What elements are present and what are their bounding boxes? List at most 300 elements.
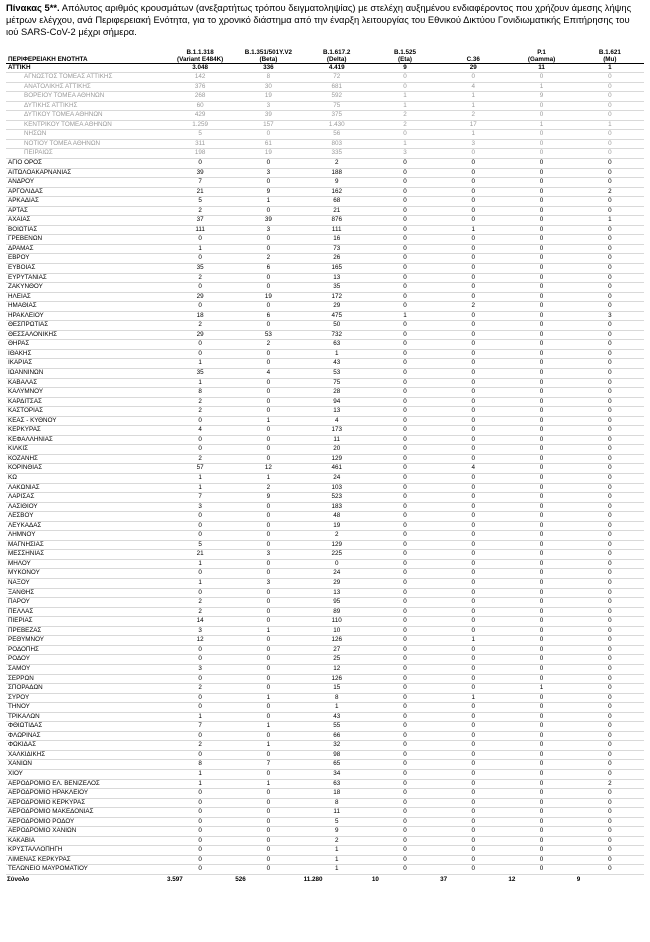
case-count: 0	[371, 817, 439, 827]
case-count: 2	[576, 779, 644, 789]
region-name: ΚΕΑΣ - ΚΥΘΝΟΥ	[6, 416, 166, 426]
case-count: 19	[234, 292, 302, 302]
region-name: ΛΑΚΩΝΙΑΣ	[6, 483, 166, 493]
table-row	[6, 493, 644, 503]
case-count: 0	[507, 655, 575, 665]
table-row	[6, 626, 644, 636]
case-count: 0	[439, 254, 507, 264]
table-row	[6, 349, 644, 359]
case-count: 0	[166, 349, 234, 359]
case-count: 0	[507, 636, 575, 646]
case-count: 1	[234, 416, 302, 426]
case-count: 1	[439, 693, 507, 703]
region-name: ΓΡΕΒΕΝΩΝ	[6, 235, 166, 245]
case-count: 0	[371, 760, 439, 770]
case-count: 0	[576, 598, 644, 608]
case-count: 0	[166, 302, 234, 312]
case-count: 0	[439, 779, 507, 789]
case-count: 0	[439, 244, 507, 254]
case-count: 0	[507, 130, 575, 140]
case-count: 0	[576, 349, 644, 359]
case-count: 1	[371, 92, 439, 102]
case-count: 0	[371, 435, 439, 445]
table-row	[6, 321, 644, 331]
case-count: 0	[576, 416, 644, 426]
case-count: 0	[507, 550, 575, 560]
case-count: 0	[576, 407, 644, 417]
case-count: 0	[371, 827, 439, 837]
case-count: 732	[303, 330, 371, 340]
case-count: 0	[507, 789, 575, 799]
case-count: 5	[166, 130, 234, 140]
case-count: 2	[439, 111, 507, 121]
case-count: 0	[439, 588, 507, 598]
region-name: ΣΑΜΟΥ	[6, 664, 166, 674]
case-count: 0	[439, 731, 507, 741]
case-count: 0	[371, 130, 439, 140]
case-count: 2	[166, 206, 234, 216]
case-count: 56	[303, 130, 371, 140]
case-count: 0	[371, 454, 439, 464]
case-count: 0	[439, 684, 507, 694]
region-name: ΘΕΣΣΑΛΟΝΙΚΗΣ	[6, 330, 166, 340]
case-count: 1	[439, 225, 507, 235]
case-count: 0	[576, 855, 644, 865]
case-count: 0	[507, 407, 575, 417]
case-count: 0	[234, 283, 302, 293]
case-count: 1	[371, 139, 439, 149]
case-count: 0	[576, 493, 644, 503]
case-count: 0	[576, 712, 644, 722]
case-count: 0	[507, 321, 575, 331]
case-count: 0	[371, 388, 439, 398]
region-name: ΛΑΣΙΘΙΟΥ	[6, 502, 166, 512]
case-count: 0	[166, 865, 234, 875]
table-row	[6, 598, 644, 608]
table-row	[6, 474, 644, 484]
case-count: 0	[234, 178, 302, 188]
case-count: 8	[303, 693, 371, 703]
col-header-delta: B.1.617.2 (Delta)	[303, 44, 371, 63]
case-count: 0	[507, 703, 575, 713]
case-count: 0	[576, 139, 644, 149]
total-count: 9	[576, 874, 644, 884]
case-count: 0	[234, 798, 302, 808]
case-count: 0	[507, 225, 575, 235]
case-count: 0	[166, 846, 234, 856]
case-count: 0	[439, 760, 507, 770]
case-count: 13	[303, 273, 371, 283]
case-count: 4	[234, 369, 302, 379]
case-count: 18	[303, 789, 371, 799]
case-count: 0	[371, 330, 439, 340]
case-count: 48	[303, 512, 371, 522]
case-count: 0	[576, 588, 644, 598]
case-count: 0	[439, 168, 507, 178]
region-name: ΡΕΘΥΜΝΟΥ	[6, 636, 166, 646]
case-count: 0	[371, 397, 439, 407]
case-count: 0	[439, 502, 507, 512]
region-name: ΑΡΓΟΛΙΔΑΣ	[6, 187, 166, 197]
case-count: 0	[439, 540, 507, 550]
case-count: 0	[507, 454, 575, 464]
case-count: 0	[371, 426, 439, 436]
case-count: 0	[371, 369, 439, 379]
table-body	[6, 63, 644, 874]
case-count: 0	[507, 817, 575, 827]
case-count: 0	[507, 626, 575, 636]
case-count: 0	[576, 397, 644, 407]
case-count: 0	[507, 664, 575, 674]
table-row	[6, 244, 644, 254]
region-name: ΑΡΚΑΔΙΑΣ	[6, 197, 166, 207]
case-count: 0	[576, 789, 644, 799]
case-count: 0	[507, 674, 575, 684]
case-count: 0	[371, 664, 439, 674]
region-name: ΠΙΕΡΙΑΣ	[6, 617, 166, 627]
case-count: 0	[234, 731, 302, 741]
case-count: 0	[234, 827, 302, 837]
case-count: 63	[303, 779, 371, 789]
case-count: 66	[303, 731, 371, 741]
case-count: 0	[234, 836, 302, 846]
total-count: 11.280	[303, 874, 371, 884]
case-count: 0	[507, 168, 575, 178]
region-name: ΜΥΚΟΝΟΥ	[6, 569, 166, 579]
case-count: 0	[439, 493, 507, 503]
region-name: ΚΑΒΑΛΑΣ	[6, 378, 166, 388]
case-count: 11	[303, 808, 371, 818]
case-count: 12	[234, 464, 302, 474]
table-row	[6, 483, 644, 493]
table-subrow	[6, 139, 644, 149]
case-count: 0	[576, 73, 644, 83]
case-count: 803	[303, 139, 371, 149]
case-count: 0	[507, 722, 575, 732]
case-count: 8	[166, 388, 234, 398]
case-count: 2	[371, 111, 439, 121]
case-count: 10	[303, 626, 371, 636]
case-count: 0	[371, 693, 439, 703]
table-row	[6, 712, 644, 722]
region-name: ΧΙΟΥ	[6, 769, 166, 779]
case-count: 1	[303, 855, 371, 865]
case-count: 1	[166, 483, 234, 493]
case-count: 0	[507, 559, 575, 569]
region-name: ΑΕΡΟΔΡΟΜΙΟ ΚΕΡΚΥΡΑΣ	[6, 798, 166, 808]
case-count: 0	[507, 273, 575, 283]
case-count: 0	[371, 626, 439, 636]
table-row	[6, 579, 644, 589]
case-count: 0	[576, 435, 644, 445]
region-name: ΚΡΥΣΤΑΛΛΟΠΗΓΗ	[6, 846, 166, 856]
total-label: Σύνολο	[6, 874, 166, 884]
case-count: 1	[507, 684, 575, 694]
case-count: 5	[166, 540, 234, 550]
case-count: 0	[234, 445, 302, 455]
case-count: 0	[371, 321, 439, 331]
case-count: 0	[576, 101, 644, 111]
case-count: 0	[507, 769, 575, 779]
case-count: 0	[371, 178, 439, 188]
case-count: 0	[507, 607, 575, 617]
case-count: 0	[371, 197, 439, 207]
case-count: 0	[507, 292, 575, 302]
region-name: ΛΑΡΙΣΑΣ	[6, 493, 166, 503]
region-name: ΕΥΒΟΙΑΣ	[6, 263, 166, 273]
case-count: 0	[507, 178, 575, 188]
case-count: 0	[234, 712, 302, 722]
region-name: ΑΡΤΑΣ	[6, 206, 166, 216]
case-count: 0	[576, 674, 644, 684]
table-row	[6, 750, 644, 760]
table-row	[6, 731, 644, 741]
case-count: 0	[371, 292, 439, 302]
case-count: 0	[371, 359, 439, 369]
case-count: 0	[507, 349, 575, 359]
case-count: 0	[439, 865, 507, 875]
table-row	[6, 789, 644, 799]
case-count: 0	[166, 808, 234, 818]
case-count: 0	[439, 416, 507, 426]
case-count: 0	[166, 817, 234, 827]
case-count: 2	[166, 741, 234, 751]
case-count: 0	[234, 636, 302, 646]
case-count: 129	[303, 540, 371, 550]
case-count: 0	[371, 684, 439, 694]
total-count: 10	[371, 874, 439, 884]
case-count: 0	[371, 493, 439, 503]
table-header-row	[6, 44, 644, 63]
region-name: ΤΕΛΩΝΕΙΟ ΜΑΥΡΟΜΑΤΙΟΥ	[6, 865, 166, 875]
region-name: ΑΕΡΟΔΡΟΜΙΟ ΜΑΚΕΔΟΝΙΑΣ	[6, 808, 166, 818]
case-count: 0	[507, 521, 575, 531]
case-count: 1	[303, 865, 371, 875]
case-count: 0	[576, 521, 644, 531]
case-count: 172	[303, 292, 371, 302]
case-count: 0	[576, 283, 644, 293]
case-count: 26	[303, 254, 371, 264]
case-count: 0	[371, 798, 439, 808]
case-count: 2	[439, 302, 507, 312]
case-count: 0	[507, 139, 575, 149]
case-count: 0	[439, 798, 507, 808]
case-count: 0	[507, 311, 575, 321]
case-count: 0	[371, 550, 439, 560]
case-count: 0	[439, 674, 507, 684]
case-count: 1	[439, 130, 507, 140]
table-row	[6, 617, 644, 627]
table-row	[6, 664, 644, 674]
region-name: ΖΑΚΥΝΘΟΥ	[6, 283, 166, 293]
case-count: 0	[439, 340, 507, 350]
case-count: 0	[507, 73, 575, 83]
region-name: ΦΛΩΡΙΝΑΣ	[6, 731, 166, 741]
case-count: 0	[439, 827, 507, 837]
case-count: 0	[439, 703, 507, 713]
table-row	[6, 225, 644, 235]
case-count: 0	[371, 559, 439, 569]
table-row	[6, 502, 644, 512]
case-count: 75	[303, 378, 371, 388]
case-count: 0	[439, 769, 507, 779]
case-count: 0	[166, 731, 234, 741]
region-name: ΤΗΝΟΥ	[6, 703, 166, 713]
table-row	[6, 607, 644, 617]
region-name: ΗΡΑΚΛΕΙΟΥ	[6, 311, 166, 321]
case-count: 0	[234, 664, 302, 674]
case-count: 1	[166, 779, 234, 789]
region-name: ΝΑΞΟΥ	[6, 579, 166, 589]
case-count: 13	[303, 407, 371, 417]
case-count: 0	[371, 206, 439, 216]
case-count: 0	[576, 684, 644, 694]
case-count: 29	[303, 302, 371, 312]
case-count: 0	[576, 158, 644, 168]
table-row	[6, 206, 644, 216]
case-count: 335	[303, 149, 371, 159]
case-count: 0	[439, 722, 507, 732]
case-count: 63	[303, 340, 371, 350]
case-count: 0	[576, 378, 644, 388]
region-name: ΑΓΝΩΣΤΟΣ ΤΟΜΕΑΣ ΑΤΤΙΚΗΣ	[6, 73, 166, 83]
case-count: 1	[234, 693, 302, 703]
region-name: ΒΟΙΩΤΙΑΣ	[6, 225, 166, 235]
case-count: 0	[371, 712, 439, 722]
total-count: 12	[507, 874, 575, 884]
case-count: 0	[439, 349, 507, 359]
case-count: 1	[576, 216, 644, 226]
table-row	[6, 645, 644, 655]
region-name: ΕΥΡΥΤΑΝΙΑΣ	[6, 273, 166, 283]
case-count: 11	[303, 435, 371, 445]
case-count: 0	[371, 655, 439, 665]
case-count: 28	[303, 388, 371, 398]
region-name: ΝΗΣΩΝ	[6, 130, 166, 140]
case-count: 165	[303, 263, 371, 273]
case-count: 0	[166, 674, 234, 684]
case-count: 6	[234, 263, 302, 273]
case-count: 0	[576, 741, 644, 751]
case-count: 12	[303, 664, 371, 674]
case-count: 0	[576, 502, 644, 512]
case-count: 75	[303, 101, 371, 111]
table-subrow	[6, 111, 644, 121]
case-count: 0	[576, 359, 644, 369]
case-count: 0	[439, 712, 507, 722]
case-count: 0	[371, 445, 439, 455]
case-count: 0	[439, 855, 507, 865]
case-count: 0	[439, 598, 507, 608]
case-count: 1	[166, 378, 234, 388]
case-count: 0	[507, 569, 575, 579]
case-count: 0	[166, 693, 234, 703]
table-caption	[6, 2, 644, 38]
case-count: 0	[439, 550, 507, 560]
case-count: 0	[507, 416, 575, 426]
case-count: 0	[576, 559, 644, 569]
case-count: 3	[234, 225, 302, 235]
table-row	[6, 435, 644, 445]
case-count: 9	[234, 187, 302, 197]
region-name: ΣΕΡΡΩΝ	[6, 674, 166, 684]
case-count: 0	[507, 216, 575, 226]
case-count: 0	[507, 474, 575, 484]
region-name: ΦΩΚΙΔΑΣ	[6, 741, 166, 751]
case-count: 0	[166, 158, 234, 168]
case-count: 0	[166, 789, 234, 799]
case-count: 0	[371, 598, 439, 608]
case-count: 336	[234, 63, 302, 73]
table-row	[6, 216, 644, 226]
case-count: 0	[507, 340, 575, 350]
case-count: 4	[439, 464, 507, 474]
case-count: 0	[371, 464, 439, 474]
case-count: 4	[439, 82, 507, 92]
case-count: 0	[507, 206, 575, 216]
table-row	[6, 779, 644, 789]
case-count: 173	[303, 426, 371, 436]
case-count: 0	[371, 855, 439, 865]
case-count: 0	[439, 378, 507, 388]
case-count: 0	[507, 808, 575, 818]
case-count: 0	[507, 493, 575, 503]
case-count: 157	[234, 120, 302, 130]
case-count: 0	[576, 178, 644, 188]
case-count: 0	[234, 769, 302, 779]
region-name: ΛΙΜΕΝΑΣ ΚΕΡΚΥΡΑΣ	[6, 855, 166, 865]
case-count: 15	[303, 684, 371, 694]
caption-text: Απόλυτος αριθμός κρουσμάτων (ανεξαρτήτως τρόπου δειγματοληψίας) με στελέχη αυξημένου ενδιαφέροντος που χρήζουν άμεσης λήψης μέτρων ελέγχου, ανά Περιφερειακή Ενότητα, για το χρονικό διάστημα από την έναρξη λειτουργίας του Εθνικού Δικτύου Γονιδιωματικής Επιτήρησης του ιού SARS-CoV-2 μέχρι σήμερα.	[6, 2, 632, 37]
case-count: 0	[371, 674, 439, 684]
case-count: 129	[303, 454, 371, 464]
case-count: 0	[371, 722, 439, 732]
case-count: 0	[439, 808, 507, 818]
case-count: 9	[507, 92, 575, 102]
table-row	[6, 302, 644, 312]
region-name: ΑΕΡΟΔΡΟΜΙΟ ΗΡΑΚΛΕΙΟΥ	[6, 789, 166, 799]
case-count: 0	[371, 168, 439, 178]
case-count: 0	[439, 569, 507, 579]
total-row	[6, 874, 644, 884]
table-row	[6, 416, 644, 426]
case-count: 0	[507, 426, 575, 436]
case-count: 311	[166, 139, 234, 149]
case-count: 0	[371, 769, 439, 779]
case-count: 0	[234, 540, 302, 550]
case-count: 0	[166, 798, 234, 808]
case-count: 8	[303, 798, 371, 808]
table-row	[6, 693, 644, 703]
case-count: 0	[234, 808, 302, 818]
table-row	[6, 445, 644, 455]
region-name: ΧΑΛΚΙΔΙΚΗΣ	[6, 750, 166, 760]
case-count: 0	[439, 311, 507, 321]
case-count: 3	[166, 502, 234, 512]
region-name: ΑΕΡΟΔΡΟΜΙΟ ΧΑΝΙΩΝ	[6, 827, 166, 837]
case-count: 43	[303, 359, 371, 369]
case-count: 103	[303, 483, 371, 493]
case-count: 5	[166, 197, 234, 207]
case-count: 0	[234, 846, 302, 856]
table-subrow	[6, 120, 644, 130]
case-count: 0	[576, 540, 644, 550]
case-count: 1	[234, 626, 302, 636]
region-name: ΑΕΡΟΔΡΟΜΙΟ ΡΟΔΟΥ	[6, 817, 166, 827]
region-name: ΠΡΕΒΕΖΑΣ	[6, 626, 166, 636]
case-count: 0	[576, 617, 644, 627]
case-count: 0	[507, 531, 575, 541]
